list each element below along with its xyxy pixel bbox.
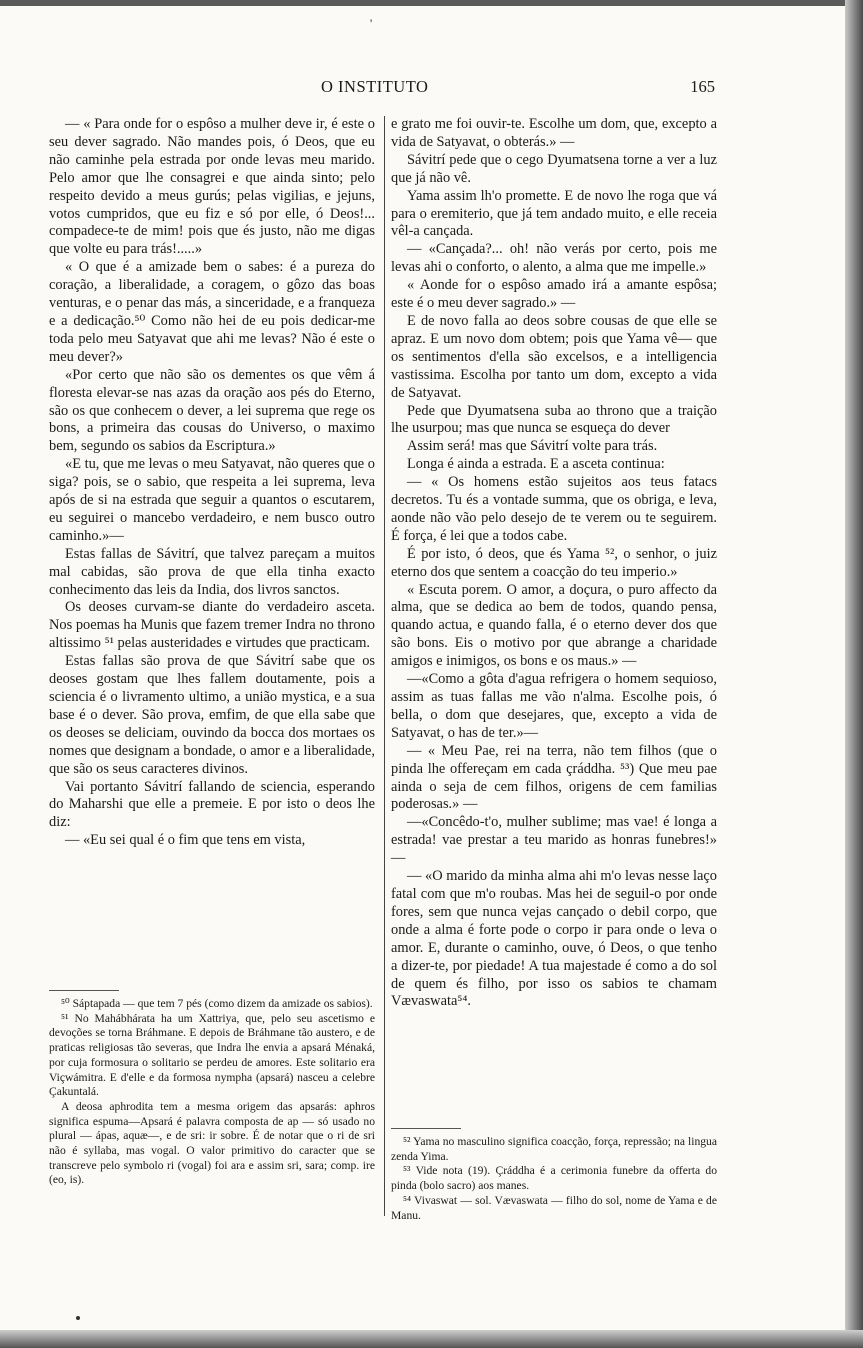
paragraph: « Aonde for o espôso amado irá a amante espôsa; este é o meu dever sagrado.» — <box>391 277 717 312</box>
paragraph: — «Eu sei qual é o fim que tens em vista, <box>65 832 306 849</box>
paragraph: «Por certo que não são os dementes os que vêm á floresta elevar-se nas azas da oração aos pés do Eterno, são os que conhecem o dever, a lei suprema que rege os bons, a primeira das cousas do Universo, o maximo bem, segundo os sabios da Escriptura.» <box>49 366 375 455</box>
right-column <box>391 116 717 1011</box>
paragraph: Estas fallas de Sávitrí, que talvez pareçam a muitos mal cabidas, são prova de que ella tinha exacto conhecimento das leis da India, dos livros sanctos. <box>49 545 375 598</box>
page-header <box>63 77 715 101</box>
paragraph: —«Concêdo-t'o, mulher sublime; mas vae! é longa a estrada! vae prestar a teu marido as honras funebres!» — <box>391 814 717 867</box>
paragraph: — «O marido da minha alma ahi m'o levas nesse laço fatal com que m'o roubas. Mas hei de seguil-o por onde fores, sem que nunca vejas cançado o debil corpo, que onde a alma é forte pode o corpo ir para onde o leva o amor. E, durante o caminho, ouve, ó Deos, o que tenho a dizer-te, por piedade! A tua majestade é como a do sol de quem és filho, por isso os sabios te chamam Vævaswata⁵⁴. <box>391 868 717 1010</box>
paragraph: Yama assim lh'o promette. E de novo lhe roga que vá para o eremiterio, que já tem andado muito, e elle receia vêl-a cançada. <box>391 187 717 240</box>
paragraph: — « Para onde for o espôso a mulher deve ir, é este o seu dever sagrado. Não mandes pois, ó Deos, que eu não caminhe pela estrada por onde levas meu marido. Pelo amor que lhe consagrei e que ainda sinto; pelo respeito devido a meus gurús; pelas vigilias, e jejuns, votos cumpridos, que eu fiz e só por elle, ó Deos!... compadece-te de mim! pois que és justo, não me digas que volte eu para trás!.....» <box>49 116 375 258</box>
footnotes-right <box>391 1128 717 1223</box>
paragraph: Pede que Dyumatsena suba ao throno que a traição lhe usurpou; mas que nunca se esqueça do dever <box>391 402 717 437</box>
footnote-rule <box>49 990 119 991</box>
paragraph: e grato me foi ouvir-te. Escolhe um dom, que, excepto a vida de Satyavat, o obterás.» — <box>391 116 717 150</box>
footnote-rule <box>391 1128 461 1129</box>
scan-bottom-edge <box>0 1330 863 1348</box>
footnote: ⁵³ Vide nota (19). Çráddha é a cerimonia funebre da offerta do pinda (bolo sacro) aos manes. <box>391 1164 717 1193</box>
paragraph: — « Meu Pae, rei na terra, não tem filhos (que o pinda lhe offereçam em cada çráddha. ⁵³) Que meu pae ainda o seja de cem filhos, origens de cem familias poderosas.» — <box>391 742 717 813</box>
scan-right-edge <box>845 0 863 1348</box>
paragraph: É por isto, ó deos, que és Yama ⁵², o senhor, o juiz eterno dos que sentem a coacção do teu imperio.» <box>391 545 717 580</box>
paragraph: — « Os homens estão sujeitos aos teus fatacs decretos. Tu és a vontade summa, que os obriga, e leva, aonde não vão pelo desejo de te verem ou te seguirem. É força, é lei que a todos cabe. <box>391 474 717 544</box>
paragraph: « Escuta porem. O amor, a doçura, o puro affecto da alma, que se dedica ao bem de todos, quando pensa, quando actua, e quando falla, é o eterno dever dos que são bons. Eis o motivo por que abrange a charidade amigos e inimigos, os bons e os maus.» — <box>391 581 717 670</box>
footnote: ⁵² Yama no masculino significa coacção, força, repressão; na lingua zenda Yima. <box>391 1135 717 1163</box>
footnote: ⁵⁰ Sáptapada — que tem 7 pés (como dizem da amizade os sabios). <box>61 997 373 1010</box>
paragraph: Os deoses curvam-se diante do verdadeiro asceta. Nos poemas ha Munis que fazem tremer Indra no throno altissimo ⁵¹ pelas austeridades e virtudes que practicam. <box>49 599 375 652</box>
paragraph: Sávitrí pede que o cego Dyumatsena torne a ver a luz que já não vê. <box>391 151 717 186</box>
paragraph: Assim será! mas que Sávitrí volte para trás. <box>407 438 658 455</box>
page-number: 165 <box>690 77 715 96</box>
ink-dot <box>76 1316 80 1320</box>
paragraph: « O que é a amizade bem o sabes: é a pureza do coração, a liberalidade, a coragem, o gôzo das boas venturas, e o penar das más, a sinceridade, e a franqueza e a dedicação.⁵⁰ Como não hei de eu pois dedicar-me toda pelo meu Satyavat que ahi me levas? Não é este o meu dever?» <box>49 259 375 365</box>
paragraph: Vai portanto Sávitrí fallando de sciencia, esperando do Maharshi que elle a premeie. E por isto o deos lhe diz: <box>49 778 375 831</box>
paragraph: — «Cançada?... oh! não verás por certo, pois me levas ahi o conforto, o alento, a alma que me impelle.» <box>391 241 717 276</box>
paragraph: «E tu, que me levas o meu Satyavat, não queres que o siga? pois, se o sabio, que respeita a lei suprema, leva após de si na estrada que seguir a quantos o escutarem, eu seguirei o mancebo verdadeiro, e nem busco outro caminho.»— <box>49 456 375 544</box>
column-rule <box>384 116 385 1216</box>
left-column <box>49 116 375 850</box>
paragraph: Longa é ainda a estrada. E a asceta continua: <box>407 456 665 473</box>
paragraph: Estas fallas são prova de que Sávitrí sabe que os deoses gostam que lhes fallem doutamente, pois a sciencia é o livramento ultimo, a união mystica, e a sua base é o dever. São prova, emfim, de que ella sabe que os deoses se deliciam, ouvindo da bocca dos mortaes os nomes que designam a bondade, o amor e a liberalidade, que são os seus caracteres divinos. <box>49 653 375 777</box>
footnote: ⁵¹ No Mahábhárata ha um Xattriya, que, pelo seu ascetismo e devoções se torna Bráhmane. E depois de Bráhmane tão austero, e de praticas religiosas tão severas, que Indra lhe envia a apsará Ménaká, por cuja formosura o solitario se perdeu de amores. Este solitario era Viçwámitra. E d'elle e da formosa nympha (apsará) nasceu a celebre Çakuntalá. <box>49 1011 375 1099</box>
scan-top-edge <box>0 0 863 6</box>
footnote: A deosa aphrodita tem a mesma origem das apsarás: aphros significa espuma—Apsará é palavra composta de ap — só usado no plural — ápas, aquæ—, e de sri: ir sobre. É de notar que o ri de sri não é syllaba, mas vogal. O valor primitivo do caracter que se transcreve pelo symbolo ri (vogal) foi ara e assim sri, sara; comp. ire (eo, is). <box>49 1099 375 1187</box>
footnotes-left <box>49 990 375 1188</box>
footnote: ⁵⁴ Vivaswat — sol. Vævaswata — filho do sol, nome de Yama e de Manu. <box>391 1193 717 1222</box>
top-mark: ' <box>370 16 373 30</box>
running-head: O INSTITUTO <box>321 77 429 96</box>
paragraph: —«Como a gôta d'agua refrigera o homem sequioso, assim as tuas fallas me vão n'alma. Escolhe pois, ó bella, o dom que desejares, que, excepto a vida de Satyavat, o has de ter.»— <box>391 671 717 741</box>
paragraph: E de novo falla ao deos sobre cousas de que elle se apraz. E um novo dom obtem; pois que Yama vê— que os sentimentos d'ella são excelsos, e a intelligencia vastissima. Escolha por tanto um dom, excepto a vida de Satyavat. <box>391 312 717 401</box>
